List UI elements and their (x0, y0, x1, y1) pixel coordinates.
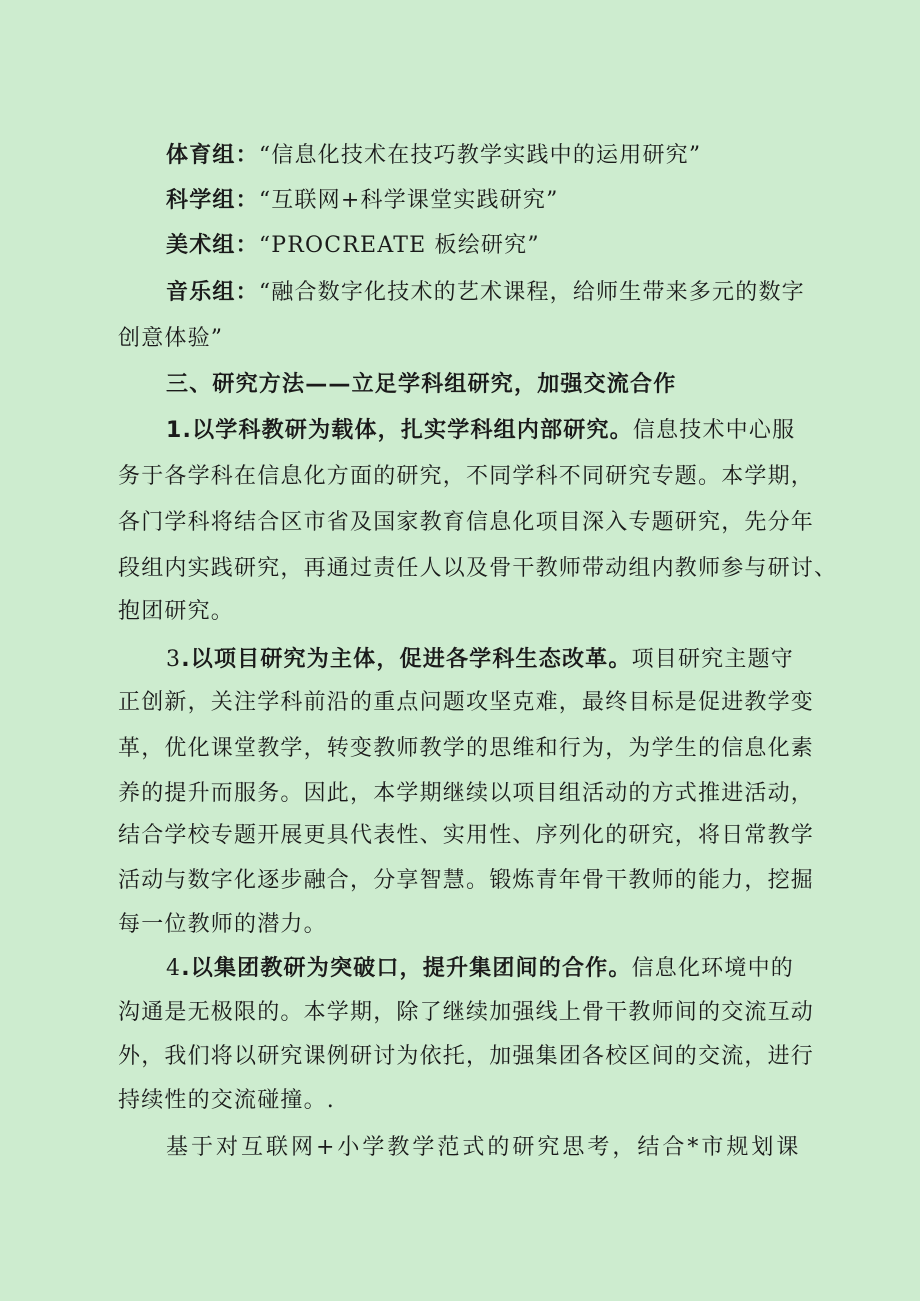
para4-line: 沟通是无极限的。本学期，除了继续加强线上骨干教师间的交流互动 (118, 1000, 815, 1025)
para1-lead: 1.以学科教研为载体，扎实学科组内部研究。 (166, 418, 633, 443)
para3-line: 结合学校专题开展更具代表性、实用性、序列化的研究，将日常教学 (118, 823, 815, 848)
para1-line: 段组内实践研究，再通过责任人以及骨干教师带动组内教师参与研讨、 (118, 556, 838, 581)
group-label: 音乐组： (166, 280, 259, 305)
section-heading: 三、研究方法——立足学科组研究，加强交流合作 (166, 372, 677, 397)
group-topic: “融合数字化技术的艺术课程，给师生带来多元的数字 (258, 280, 805, 305)
group-topic: “信息化技术在技巧教学实践中的运用研究” (258, 143, 702, 168)
para1-line1-rest: 信息技术中心服 (632, 418, 796, 443)
group-label: 科学组： (166, 188, 259, 213)
group-art (166, 231, 540, 261)
para5-line1: 基于对互联网+小学教学范式的研究思考，结合*市规划课 (166, 1135, 802, 1160)
para1-line1 (166, 416, 795, 446)
para3-lead: .以项目研究为主体，促进各学科生态改革。 (181, 647, 632, 672)
group-label: 美术组： (166, 233, 259, 258)
para3-number: 3 (166, 647, 182, 672)
para1-line: 务于各学科在信息化方面的研究，不同学科不同研究专题。本学期， (118, 464, 815, 489)
para3-line1 (166, 645, 794, 675)
para3-line: 革，优化课堂教学，转变教师教学的思维和行为，为学生的信息化素 (118, 736, 815, 761)
para4-line: 外，我们将以研究课例研讨为依托，加强集团各校区间的交流，进行 (118, 1044, 815, 1069)
para4-line: 持续性的交流碰撞。. (118, 1088, 335, 1113)
para4-number: 4 (166, 956, 182, 981)
para1-line: 各门学科将结合区市省及国家教育信息化项目深入专题研究，先分年 (118, 510, 815, 535)
para4-lead: .以集团教研为突破口，提升集团间的合作。 (181, 956, 632, 981)
para3-line: 活动与数字化逐步融合，分享智慧。锻炼青年骨干教师的能力，挖掘 (118, 868, 815, 893)
group-topic: “PROCREATE 板绘研究” (258, 233, 540, 258)
group-music-continuation: 创意体验” (118, 326, 224, 351)
group-topic: “互联网+科学课堂实践研究” (258, 188, 559, 213)
group-pe (166, 141, 701, 171)
para1-line: 抱团研究。 (118, 599, 235, 624)
para4-line1 (166, 954, 794, 984)
para4-line1-rest: 信息化环境中的 (631, 956, 794, 981)
group-music (166, 278, 805, 308)
para3-line: 养的提升而服务。因此，本学期继续以项目组活动的方式推进活动， (118, 781, 815, 806)
para3-line: 每一位教师的潜力。 (118, 912, 327, 937)
group-science (166, 186, 559, 216)
para3-line: 正创新，关注学科前沿的重点问题攻坚克难，最终目标是促进教学变 (118, 690, 815, 715)
group-label: 体育组： (166, 143, 259, 168)
para3-line1-rest: 项目研究主题守 (631, 647, 794, 672)
